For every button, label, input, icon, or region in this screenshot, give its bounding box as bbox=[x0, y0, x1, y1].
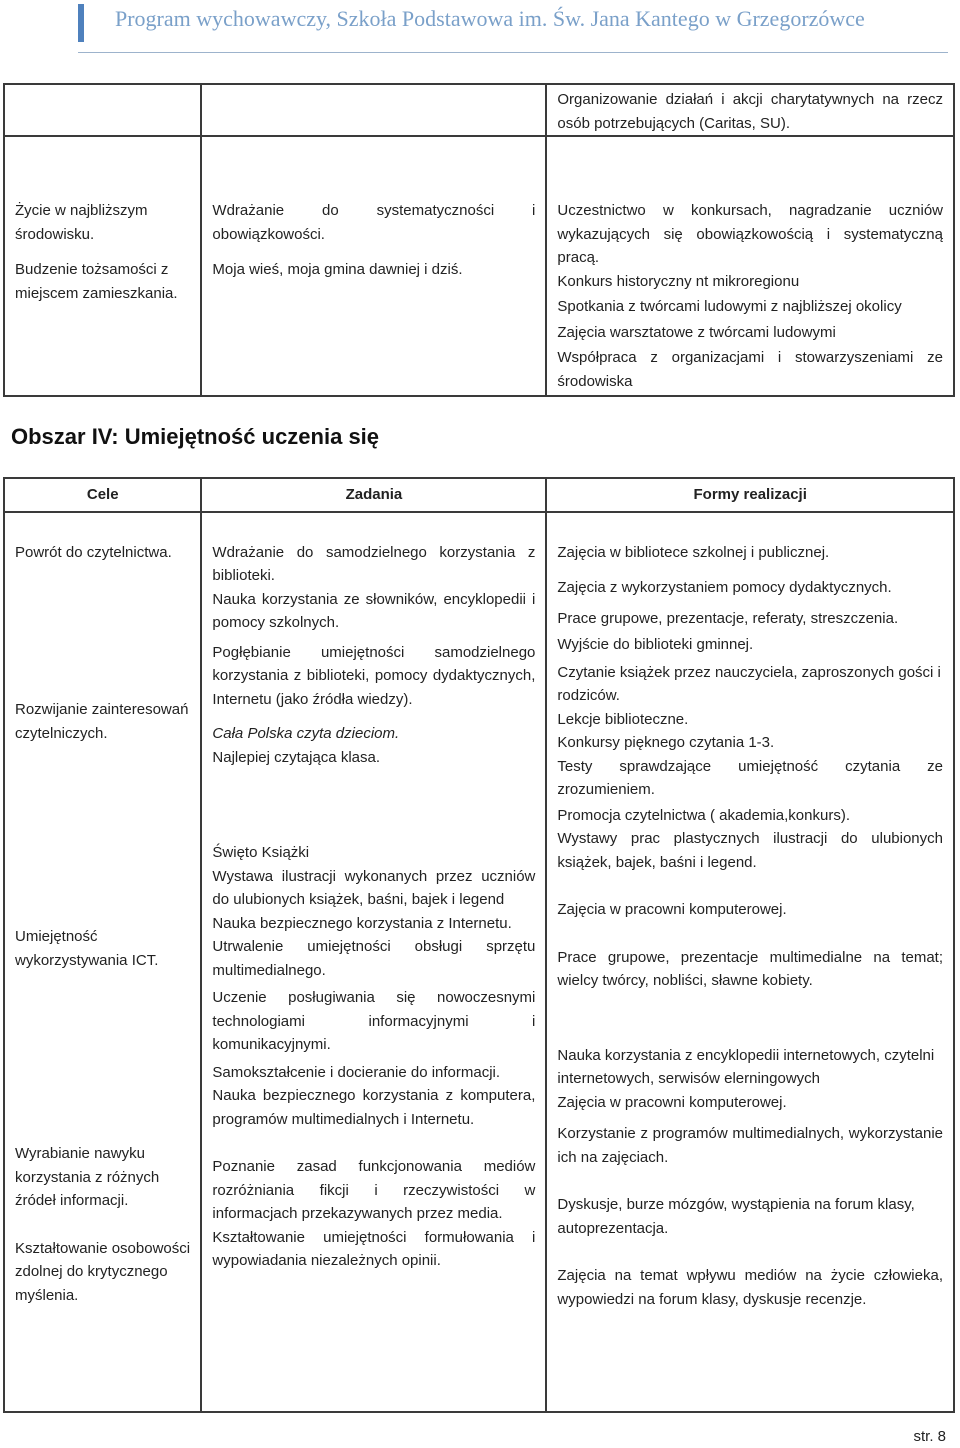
form-item: Wyjście do biblioteki gminnej. bbox=[557, 636, 754, 653]
form-item: Prace grupowe, prezentacje, referaty, streszczenia. bbox=[557, 609, 899, 627]
table-header-row bbox=[4, 478, 954, 512]
task-cell bbox=[201, 136, 546, 396]
table-cell bbox=[546, 84, 954, 136]
form-item: Organizowanie działań i akcji charytatywnych na rzecz osób potrzebujących (Caritas, SU). bbox=[557, 91, 943, 132]
header-divider bbox=[78, 52, 948, 53]
form-item: Zajęcia w pracowni komputerowej. bbox=[557, 1093, 787, 1111]
table-cell bbox=[4, 84, 201, 136]
goal-text: Umiejętność wykorzystywania ICT. bbox=[15, 928, 159, 969]
table-cell bbox=[201, 84, 546, 136]
form-item: Korzystanie z programów multimedialnych, wykorzystanie ich na zajęciach. bbox=[557, 1125, 943, 1166]
task-text: Wdrażanie do samodzielnego korzystania z biblioteki. bbox=[212, 543, 536, 584]
form-item: Konkursy pięknego czytania 1-3. bbox=[557, 734, 775, 751]
task-text: Kształtowanie umiejętności formułowania i wypowiadania niezależnych opinii. bbox=[212, 1228, 536, 1269]
column-header: Cele bbox=[4, 478, 201, 512]
goal-text: Kształtowanie osobowości zdolnej do krytycznego myślenia. bbox=[15, 1239, 191, 1304]
table-row bbox=[4, 136, 954, 396]
form-item: Zajęcia w bibliotece szkolnej i publicznej. bbox=[557, 543, 830, 561]
form-item: Spotkania z twórcami ludowymi z najbliższej okolicy bbox=[557, 298, 902, 315]
column-header: Zadania bbox=[201, 478, 546, 512]
task-text: Uczenie posługiwania się nowoczesnymi technologiami informacyjnymi i komunikacyjnymi. bbox=[212, 989, 536, 1053]
form-cell bbox=[546, 136, 954, 396]
form-item: Czytanie książek przez nauczyciela, zaproszonych gości i rodziców. bbox=[557, 663, 941, 704]
table-area-4 bbox=[3, 477, 955, 1413]
section-title: Obszar IV: Umiejętność uczenia się bbox=[11, 424, 380, 449]
form-item: Współpraca z organizacjami i stowarzyszeniami ze środowiska bbox=[557, 349, 943, 390]
goal-text: Powrót do czytelnictwa. bbox=[15, 543, 172, 561]
tasks-cell bbox=[201, 512, 546, 1412]
form-item: Konkurs historyczny nt mikroregionu bbox=[557, 272, 800, 290]
table-row bbox=[4, 512, 954, 1412]
task-text: Wdrażanie do systematyczności i obowiązkowości. bbox=[212, 202, 536, 243]
form-item: Lekcje biblioteczne. bbox=[557, 710, 689, 728]
column-header: Formy realizacji bbox=[546, 478, 954, 512]
task-text: Samokształcenie i docieranie do informacji. bbox=[212, 1063, 501, 1081]
header-accent-bar bbox=[78, 4, 84, 42]
form-item: Prace grupowe, prezentacje multimedialne na temat; wielcy twórcy, nobliści, sławne kobiety. bbox=[557, 948, 943, 989]
form-item: Promocja czytelnictwa ( akademia,konkurs). bbox=[557, 806, 850, 824]
forms-cell bbox=[546, 512, 954, 1412]
goal-text: Życie w najbliższym środowisku. bbox=[15, 202, 148, 243]
goals-cell bbox=[4, 512, 201, 1412]
page-number: str. 8 bbox=[913, 1428, 946, 1445]
document-header-title: Program wychowawczy, Szkoła Podstawowa im. Św. Jana Kantego w Grzegorzówce bbox=[115, 6, 865, 31]
goal-text: Budzenie tożsamości z miejscem zamieszkania. bbox=[15, 261, 178, 302]
task-text: Nauka bezpiecznego korzystania z komputera, programów multimedialnych i Internetu. bbox=[212, 1087, 536, 1128]
form-item: Zajęcia z wykorzystaniem pomocy dydaktycznych. bbox=[557, 579, 892, 596]
task-text: Cała Polska czyta dzieciom. bbox=[212, 725, 400, 742]
goal-text: Wyrabianie nawyku korzystania z różnych źródeł informacji. bbox=[15, 1145, 160, 1209]
form-item: Zajęcia w pracowni komputerowej. bbox=[557, 901, 787, 918]
task-text: Pogłębianie umiejętności samodzielnego korzystania z biblioteki, pomocy dydaktycznych, Internetu (jako źródła wiedzy). bbox=[212, 643, 536, 708]
goal-text: Rozwijanie zainteresowań czytelniczych. bbox=[15, 701, 189, 742]
task-text: Święto Książki bbox=[212, 844, 310, 861]
form-item: Nauka korzystania z encyklopedii internetowych, czytelni internetowych, serwisów elerningowych bbox=[557, 1046, 935, 1087]
form-item: Zajęcia warsztatowe z twórcami ludowymi bbox=[557, 323, 836, 341]
task-text: Nauka bezpiecznego korzystania z Internetu. bbox=[212, 914, 512, 932]
table-area-3-continued bbox=[3, 83, 955, 397]
form-item: Wystawy prac plastycznych ilustracji do ulubionych książek, bajek, baśni i legend. bbox=[557, 830, 943, 871]
goal-cell bbox=[4, 136, 201, 396]
task-text: Najlepiej czytająca klasa. bbox=[212, 748, 380, 766]
table-row bbox=[4, 84, 954, 136]
form-item: Uczestnictwo w konkursach, nagradzanie uczniów wykazujących się obowiązkowością i systematyczną pracą. bbox=[557, 202, 943, 266]
form-item: Zajęcia na temat wpływu mediów na życie człowieka, wypowiedzi na forum klasy, dyskusje recenzje. bbox=[557, 1267, 943, 1308]
form-item: Testy sprawdzające umiejętność czytania ze zrozumieniem. bbox=[557, 757, 943, 798]
task-text: Wystawa ilustracji wykonanych przez uczniów do ulubionych książek, baśni, bajek i legend bbox=[212, 867, 536, 908]
form-item: Dyskusje, burze mózgów, wystąpienia na forum klasy, autoprezentacja. bbox=[557, 1196, 915, 1237]
task-text: Nauka korzystania ze słowników, encyklopedii i pomocy szkolnych. bbox=[212, 590, 536, 631]
task-text: Moja wieś, moja gmina dawniej i dziś. bbox=[212, 261, 463, 278]
task-text: Poznanie zasad funkcjonowania mediów rozróżniania fikcji i rzeczywistości w informacjach przekazywanych przez media. bbox=[212, 1158, 536, 1222]
task-text: Utrwalenie umiejętności obsługi sprzętu multimedialnego. bbox=[212, 938, 536, 979]
